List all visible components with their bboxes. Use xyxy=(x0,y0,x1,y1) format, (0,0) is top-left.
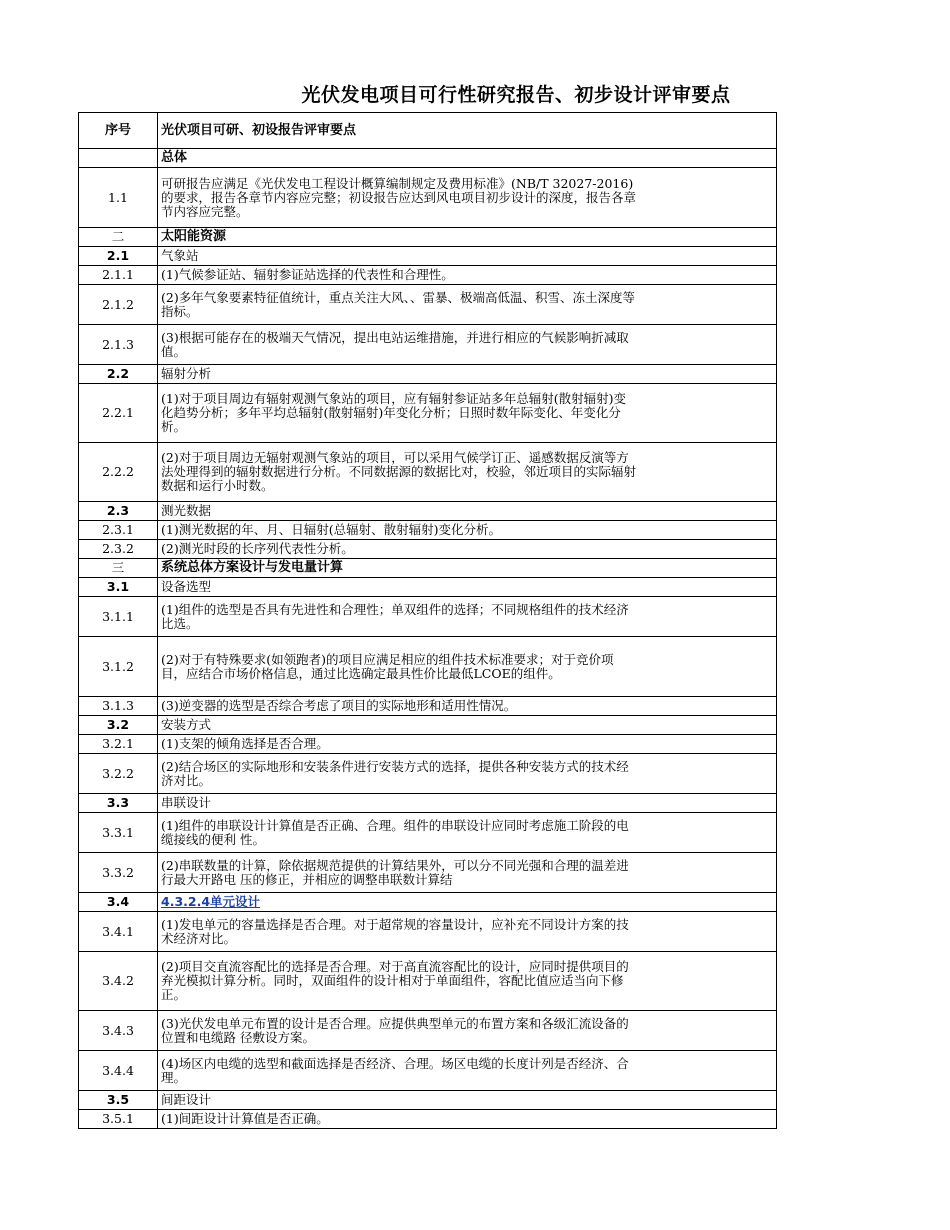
row-content: (2)多年气象要素特征值统计，重点关注大风、、雷暴、极端高低温、积雪、冻土深度等指标。 xyxy=(158,285,777,325)
table-row xyxy=(79,502,777,521)
row-content: (2)对于项目周边无辐射观测气象站的项目，可以采用气候学订正、遥感数据反演等方法处理得到的辐射数据进行分析。不同数据源的数据比对，校验，邻近项目的实际辐射数据和运行小时数。 xyxy=(158,443,777,502)
row-serial: 2.3 xyxy=(79,502,158,521)
row-content: (2)结合场区的实际地形和安装条件进行安装方式的选择，提供各种安装方式的技术经济对比。 xyxy=(158,754,777,794)
row-content: (2)项目交直流容配比的选择是否合理。对于高直流容配比的设计，应同时提供项目的弃光模拟计算分析。同时，双面组件的设计相对于单面组件，容配比值应适当向下修正。 xyxy=(158,952,777,1011)
row-content: 串联设计 xyxy=(158,794,777,813)
row-content: (2)串联数量的计算，除依据规范提供的计算结果外，可以分不同光强和合理的温差进行最大开路电 压的修正，并相应的调整串联数计算结 xyxy=(158,853,777,893)
row-serial: 2.2.1 xyxy=(79,384,158,443)
row-content: (2)测光时段的长序列代表性分析。 xyxy=(158,540,777,559)
table-row xyxy=(79,266,777,285)
table-row xyxy=(79,1110,777,1129)
row-content: (1)支架的倾角选择是否合理。 xyxy=(158,735,777,754)
table-row xyxy=(79,521,777,540)
table-row xyxy=(79,912,777,952)
table-row xyxy=(79,853,777,893)
row-serial: 3.2 xyxy=(79,716,158,735)
row-content: (1)发电单元的容量选择是否合理。对于超常规的容量设计，应补充不同设计方案的技术经济对比。 xyxy=(158,912,777,952)
row-serial: 2.2 xyxy=(79,365,158,384)
table-row xyxy=(79,149,777,168)
table-row xyxy=(79,754,777,794)
row-content: 测光数据 xyxy=(158,502,777,521)
row-content: 辐射分析 xyxy=(158,365,777,384)
row-serial: 3.3 xyxy=(79,794,158,813)
row-serial: 3.4.2 xyxy=(79,952,158,1011)
table-row xyxy=(79,559,777,578)
row-serial: 2.1 xyxy=(79,247,158,266)
row-serial: 二 xyxy=(79,228,158,247)
row-serial: 3.4.3 xyxy=(79,1011,158,1051)
table-row xyxy=(79,637,777,697)
row-content: 安装方式 xyxy=(158,716,777,735)
row-content: (3)光伏发电单元布置的设计是否合理。应提供典型单元的布置方案和各级汇流设备的位置和电缆路 径敷设方案。 xyxy=(158,1011,777,1051)
table-row xyxy=(79,1011,777,1051)
row-content: 可研报告应满足《光伏发电工程设计概算编制规定及费用标准》(NB/T 32027-2016)的要求，报告各章节内容应完整；初设报告应达到风电项目初步设计的深度，报告各章节内容应完整。 xyxy=(158,168,777,228)
row-content: (1)测光数据的年、月、日辐射(总辐射、散射辐射)变化分析。 xyxy=(158,521,777,540)
row-serial: 3.2.2 xyxy=(79,754,158,794)
row-content: 间距设计 xyxy=(158,1091,777,1110)
table-row xyxy=(79,228,777,247)
table-row xyxy=(79,384,777,443)
row-link[interactable]: 4.3.2.4单元设计 xyxy=(158,893,777,912)
row-serial: 3.4.1 xyxy=(79,912,158,952)
row-serial: 3.4 xyxy=(79,893,158,912)
row-content: 气象站 xyxy=(158,247,777,266)
row-serial: 3.5 xyxy=(79,1091,158,1110)
table-row xyxy=(79,697,777,716)
header-serial: 序号 xyxy=(79,113,158,149)
row-content: (1)对于项目周边有辐射观测气象站的项目，应有辐射参证站多年总辐射(散射辐射)变化趋势分析；多年平均总辐射(散射辐射)年变化分析；日照时数年际变化、年变化分析。 xyxy=(158,384,777,443)
row-content: (1)间距设计计算值是否正确。 xyxy=(158,1110,777,1129)
row-serial: 三 xyxy=(79,559,158,578)
row-serial: 3.2.1 xyxy=(79,735,158,754)
row-content: 系统总体方案设计与发电量计算 xyxy=(158,559,777,578)
row-serial: 3.5.1 xyxy=(79,1110,158,1129)
row-content: (3)逆变器的选型是否综合考虑了项目的实际地形和适用性情况。 xyxy=(158,697,777,716)
table-row xyxy=(79,597,777,637)
table-row xyxy=(79,893,777,912)
row-serial: 2.3.2 xyxy=(79,540,158,559)
row-content: (4)场区内电缆的选型和截面选择是否经济、合理。场区电缆的长度计列是否经济、合理。 xyxy=(158,1051,777,1091)
table-row xyxy=(79,716,777,735)
table-row xyxy=(79,247,777,266)
table-row xyxy=(79,735,777,754)
row-serial: 3.4.4 xyxy=(79,1051,158,1091)
row-serial: 3.1 xyxy=(79,578,158,597)
table-row xyxy=(79,325,777,365)
row-serial: 3.3.2 xyxy=(79,853,158,893)
row-serial xyxy=(79,149,158,168)
row-serial: 2.1.2 xyxy=(79,285,158,325)
row-serial: 2.3.1 xyxy=(79,521,158,540)
table-row xyxy=(79,813,777,853)
table-row xyxy=(79,578,777,597)
row-serial: 3.1.2 xyxy=(79,637,158,697)
table-row xyxy=(79,1091,777,1110)
row-serial: 2.2.2 xyxy=(79,443,158,502)
table-row xyxy=(79,168,777,228)
page-title: 光伏发电项目可行性研究报告、初步设计评审要点 xyxy=(301,84,731,106)
row-serial: 3.3.1 xyxy=(79,813,158,853)
review-points-table xyxy=(78,112,777,1129)
table-row xyxy=(79,285,777,325)
row-content: (2)对于有特殊要求(如领跑者)的项目应满足相应的组件技术标准要求；对于竞价项目，应结合市场价格信息，通过比选确定最具性价比最低LCOE的组件。 xyxy=(158,637,777,697)
row-content: (1)组件的串联设计计算值是否正确、合理。组件的串联设计应同时考虑施工阶段的电缆接线的便利 性。 xyxy=(158,813,777,853)
table-row xyxy=(79,794,777,813)
row-serial: 3.1.3 xyxy=(79,697,158,716)
row-content: 太阳能资源 xyxy=(158,228,777,247)
row-content: 总体 xyxy=(158,149,777,168)
row-serial: 2.1.1 xyxy=(79,266,158,285)
row-serial: 2.1.3 xyxy=(79,325,158,365)
table-row xyxy=(79,952,777,1011)
table-header-row xyxy=(79,113,777,149)
row-content: (1)组件的选型是否具有先进性和合理性；单双组件的选择；不同规格组件的技术经济比选。 xyxy=(158,597,777,637)
row-content: (3)根据可能存在的极端天气情况，提出电站运维措施，并进行相应的气候影响折减取值。 xyxy=(158,325,777,365)
table-row xyxy=(79,443,777,502)
row-content: (1)气候参证站、辐射参证站选择的代表性和合理性。 xyxy=(158,266,777,285)
row-serial: 3.1.1 xyxy=(79,597,158,637)
row-serial: 1.1 xyxy=(79,168,158,228)
table-row xyxy=(79,365,777,384)
table-body xyxy=(79,113,777,1129)
table-row xyxy=(79,540,777,559)
row-content: 设备选型 xyxy=(158,578,777,597)
header-review-points: 光伏项目可研、初设报告评审要点 xyxy=(158,113,777,149)
table-row xyxy=(79,1051,777,1091)
